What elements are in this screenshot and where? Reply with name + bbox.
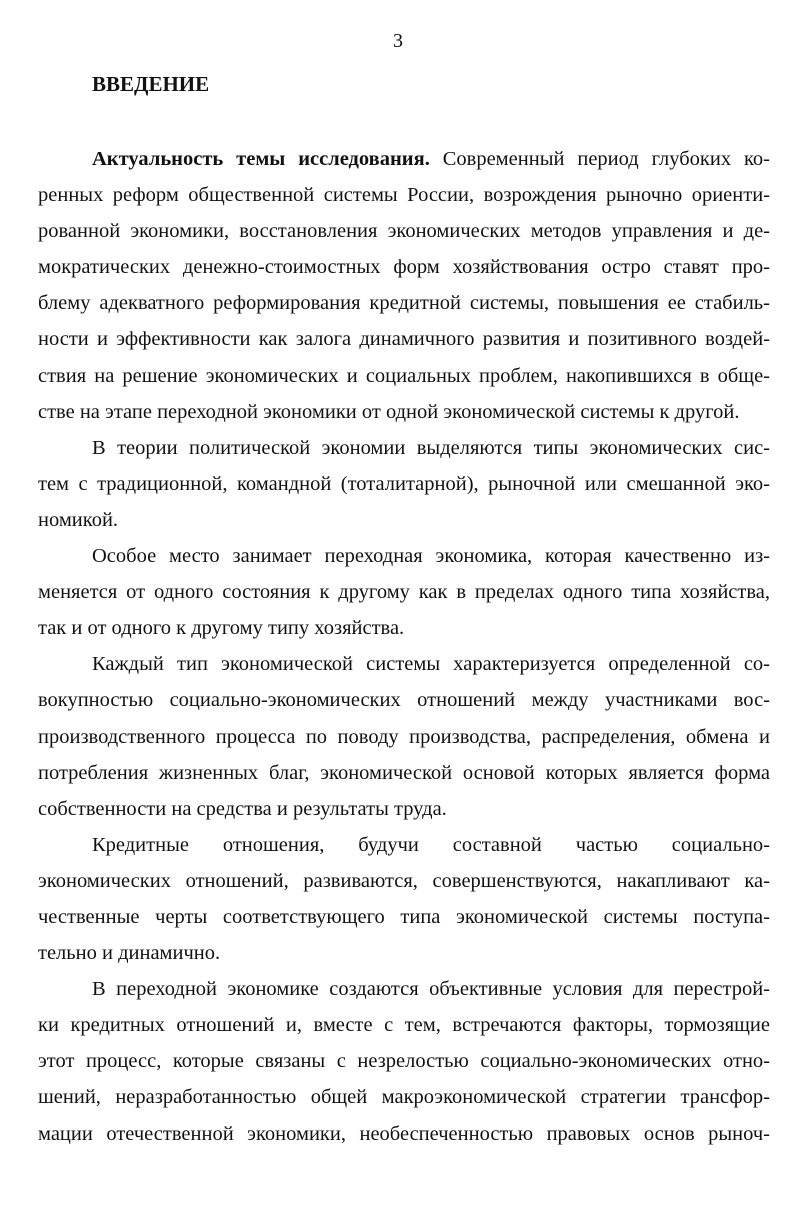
text-line: ренных реформ общественной системы России, возрождения рыночно ориенти- [38, 184, 770, 207]
text-line: чественные черты соответствующего типа экономической системы поступа- [38, 905, 770, 928]
document-body [38, 141, 770, 1152]
text-line: шений, неразработанностью общей макроэкономической стратегии трансфор- [38, 1086, 770, 1109]
text-line: Актуальность темы исследования. Современный период глубоких ко- [92, 148, 770, 170]
paragraph [38, 538, 770, 646]
text-line: Кредитные отношения, будучи составной частью социально- [92, 833, 770, 856]
text-line: ности и эффективности как залога динамичного развития и позитивного воздей- [38, 328, 770, 351]
paragraph [38, 646, 770, 826]
text-line: собственности на средства и результаты труда. [38, 797, 447, 820]
text-line: В переходной экономике создаются объективные условия для перестрой- [92, 978, 770, 1001]
text-line: мократических денежно-стоимостных форм хозяйствования остро ставят про- [38, 256, 770, 279]
paragraph [38, 430, 770, 538]
text-line: рованной экономики, восстановления экономических методов управления и де- [38, 220, 770, 243]
text-line: вокупностью социально-экономических отношений между участниками вос- [38, 689, 770, 712]
text-line: ствия на решение экономических и социальных проблем, накопившихся в обще- [38, 364, 770, 387]
paragraph-lead: Актуальность темы исследования. [92, 148, 430, 170]
text-line: тем с традиционной, командной (тоталитарной), рыночной или смешанной эко- [38, 472, 770, 495]
text-line: Особое место занимает переходная экономика, которая качественно из- [92, 545, 770, 568]
section-heading: ВВЕДЕНИЕ [92, 72, 210, 96]
text-line: мации отечественной экономики, необеспеченностью правовых основ рыноч- [38, 1122, 770, 1145]
text-line: Каждый тип экономической системы характеризуется определенной со- [92, 653, 770, 676]
text-line: этот процесс, которые связаны с незрелостью социально-экономических отно- [38, 1050, 770, 1073]
text-line: экономических отношений, развиваются, совершенствуются, накапливают ка- [38, 869, 770, 892]
text-line: блему адекватного реформирования кредитной системы, повышения ее стабиль- [38, 292, 770, 315]
text-line: В теории политической экономии выделяются типы экономических сис- [92, 436, 770, 459]
text-line: производственного процесса по поводу производства, распределения, обмена и [38, 725, 770, 748]
paragraph-relevance [38, 141, 770, 430]
text-line: ки кредитных отношений и, вместе с тем, встречаются факторы, тормозящие [38, 1014, 770, 1037]
page-number: 3 [393, 30, 403, 52]
paragraph [38, 971, 770, 1151]
text-line: номикой. [38, 508, 119, 531]
text-line: так и от одного к другому типу хозяйства. [38, 617, 405, 640]
paragraph [38, 827, 770, 971]
text-line: тельно и динамично. [38, 942, 221, 965]
text-line: стве на этапе переходной экономики от одной экономической системы к другой. [38, 400, 740, 423]
text-line: потребления жизненных благ, экономической основой которых является форма [38, 761, 770, 784]
text-line: меняется от одного состояния к другому как в пределах одного типа хозяйства, [38, 581, 770, 604]
